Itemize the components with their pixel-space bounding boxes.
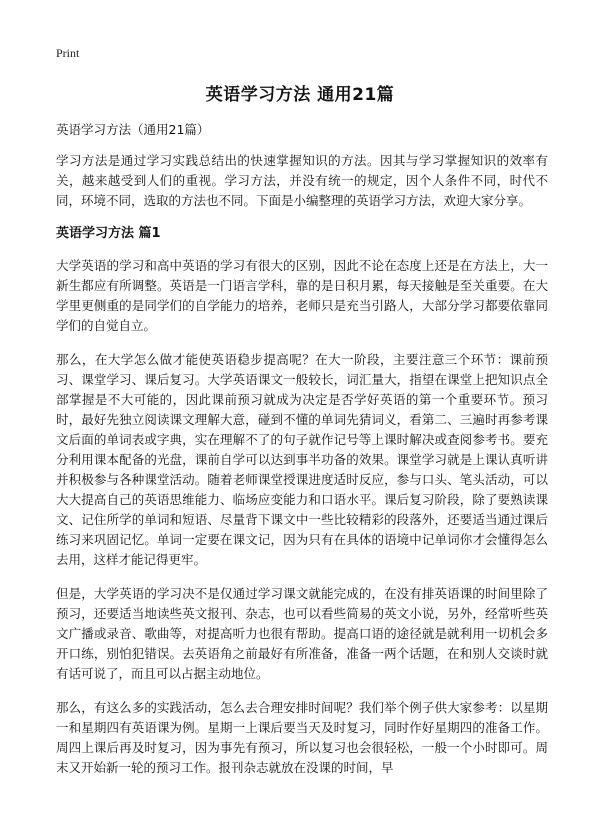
document-subtitle: 英语学习方法（通用21篇） xyxy=(56,122,210,137)
document-body xyxy=(56,121,548,792)
print-link[interactable]: Print xyxy=(56,46,80,60)
intro-paragraph: 学习方法是通过学习实践总结出的快速掌握知识的方法。因其与学习掌握知识的效率有关，越来越受到人们的重视。学习方法，并没有统一的规定，因个人条件不同，时代不同，环境不同，选取的方法也不同。下面是小编整理的英语学习方法，欢迎大家分享。 xyxy=(56,153,548,208)
body-paragraph-3: 但是，大学英语的学习决不是仅通过学习课文就能完成的，在没有排英语课的时间里除了预习，还要适当地读些英文报刊、杂志，也可以看些简易的英文小说，另外，经常听些英文广播或录音、歌曲等，对提高听力也很有帮助。提高口语的途径就是就利用一切机会多开口练，别怕犯错误。去英语角之前最好有所准备，准备一两个话题，在和别人交谈时就有话可说了，而且可以占据主动地位。 xyxy=(56,586,548,681)
document-title: 英语学习方法 通用21篇 xyxy=(205,85,395,105)
section-heading: 英语学习方法 篇1 xyxy=(56,226,161,241)
body-paragraph-2: 那么，在大学怎么做才能使英语稳步提高呢？在大一阶段，主要注意三个环节：课前预习、课堂学习、课后复习。大学英语课文一般较长，词汇量大，指望在课堂上把知识点全部掌握是不大可能的，因此课前预习就成为决定是否学好英语的第一个重要环节。预习时，最好先独立阅读课文理解大意，碰到不懂的单词先猜词义，看第二、三遍时再参考课文后面的单词表或字典，实在理解不了的句子就作记号等上课时解决或查阅参考书。要充分利用课本配备的光盘，课前自学可以达到事半功备的效果。课堂学习就是上课认真听讲并积极参与各种课堂活动。随着老师课堂授课进度适时反应，参与口头、笔头活动，可以大大提高自己的英语思维能力、临场应变能力和口语水平。课后复习阶段，除了要熟读课文、记住所学的单词和短语、尽量背下课文中一些比较精彩的段落外，还要适当通过课后练习来巩固记忆。单词一定要在课文记，因为只有在具体的语境中记单词你才会懂得怎么去用，这样才能记得更牢。 xyxy=(56,352,548,567)
body-paragraph-4: 那么，有这么多的实践活动，怎么去合理安排时间呢？我们举个例子供大家参考：以星期一和星期四有英语课为例。星期一上课后要当天及时复习，同时作好星期四的准备工作。周四上课后再及时复习，因为事先有预习，所以复习也会很轻松，一般一个小时即可。周末又开始新一轮的预习工作。报刊杂志就放在没课的时间，早 xyxy=(56,700,548,775)
body-paragraph-1: 大学英语的学习和高中英语的学习有很大的区别，因此不论在态度上还是在方法上，大一新生都应有所调整。英语是一门语言学科，靠的是日积月累，每天接触是至关重要。在大学里更侧重的是同学们的自学能力的培养，老师只是充当引路人，大部分学习都要依靠同学们的自觉自立。 xyxy=(56,258,548,333)
